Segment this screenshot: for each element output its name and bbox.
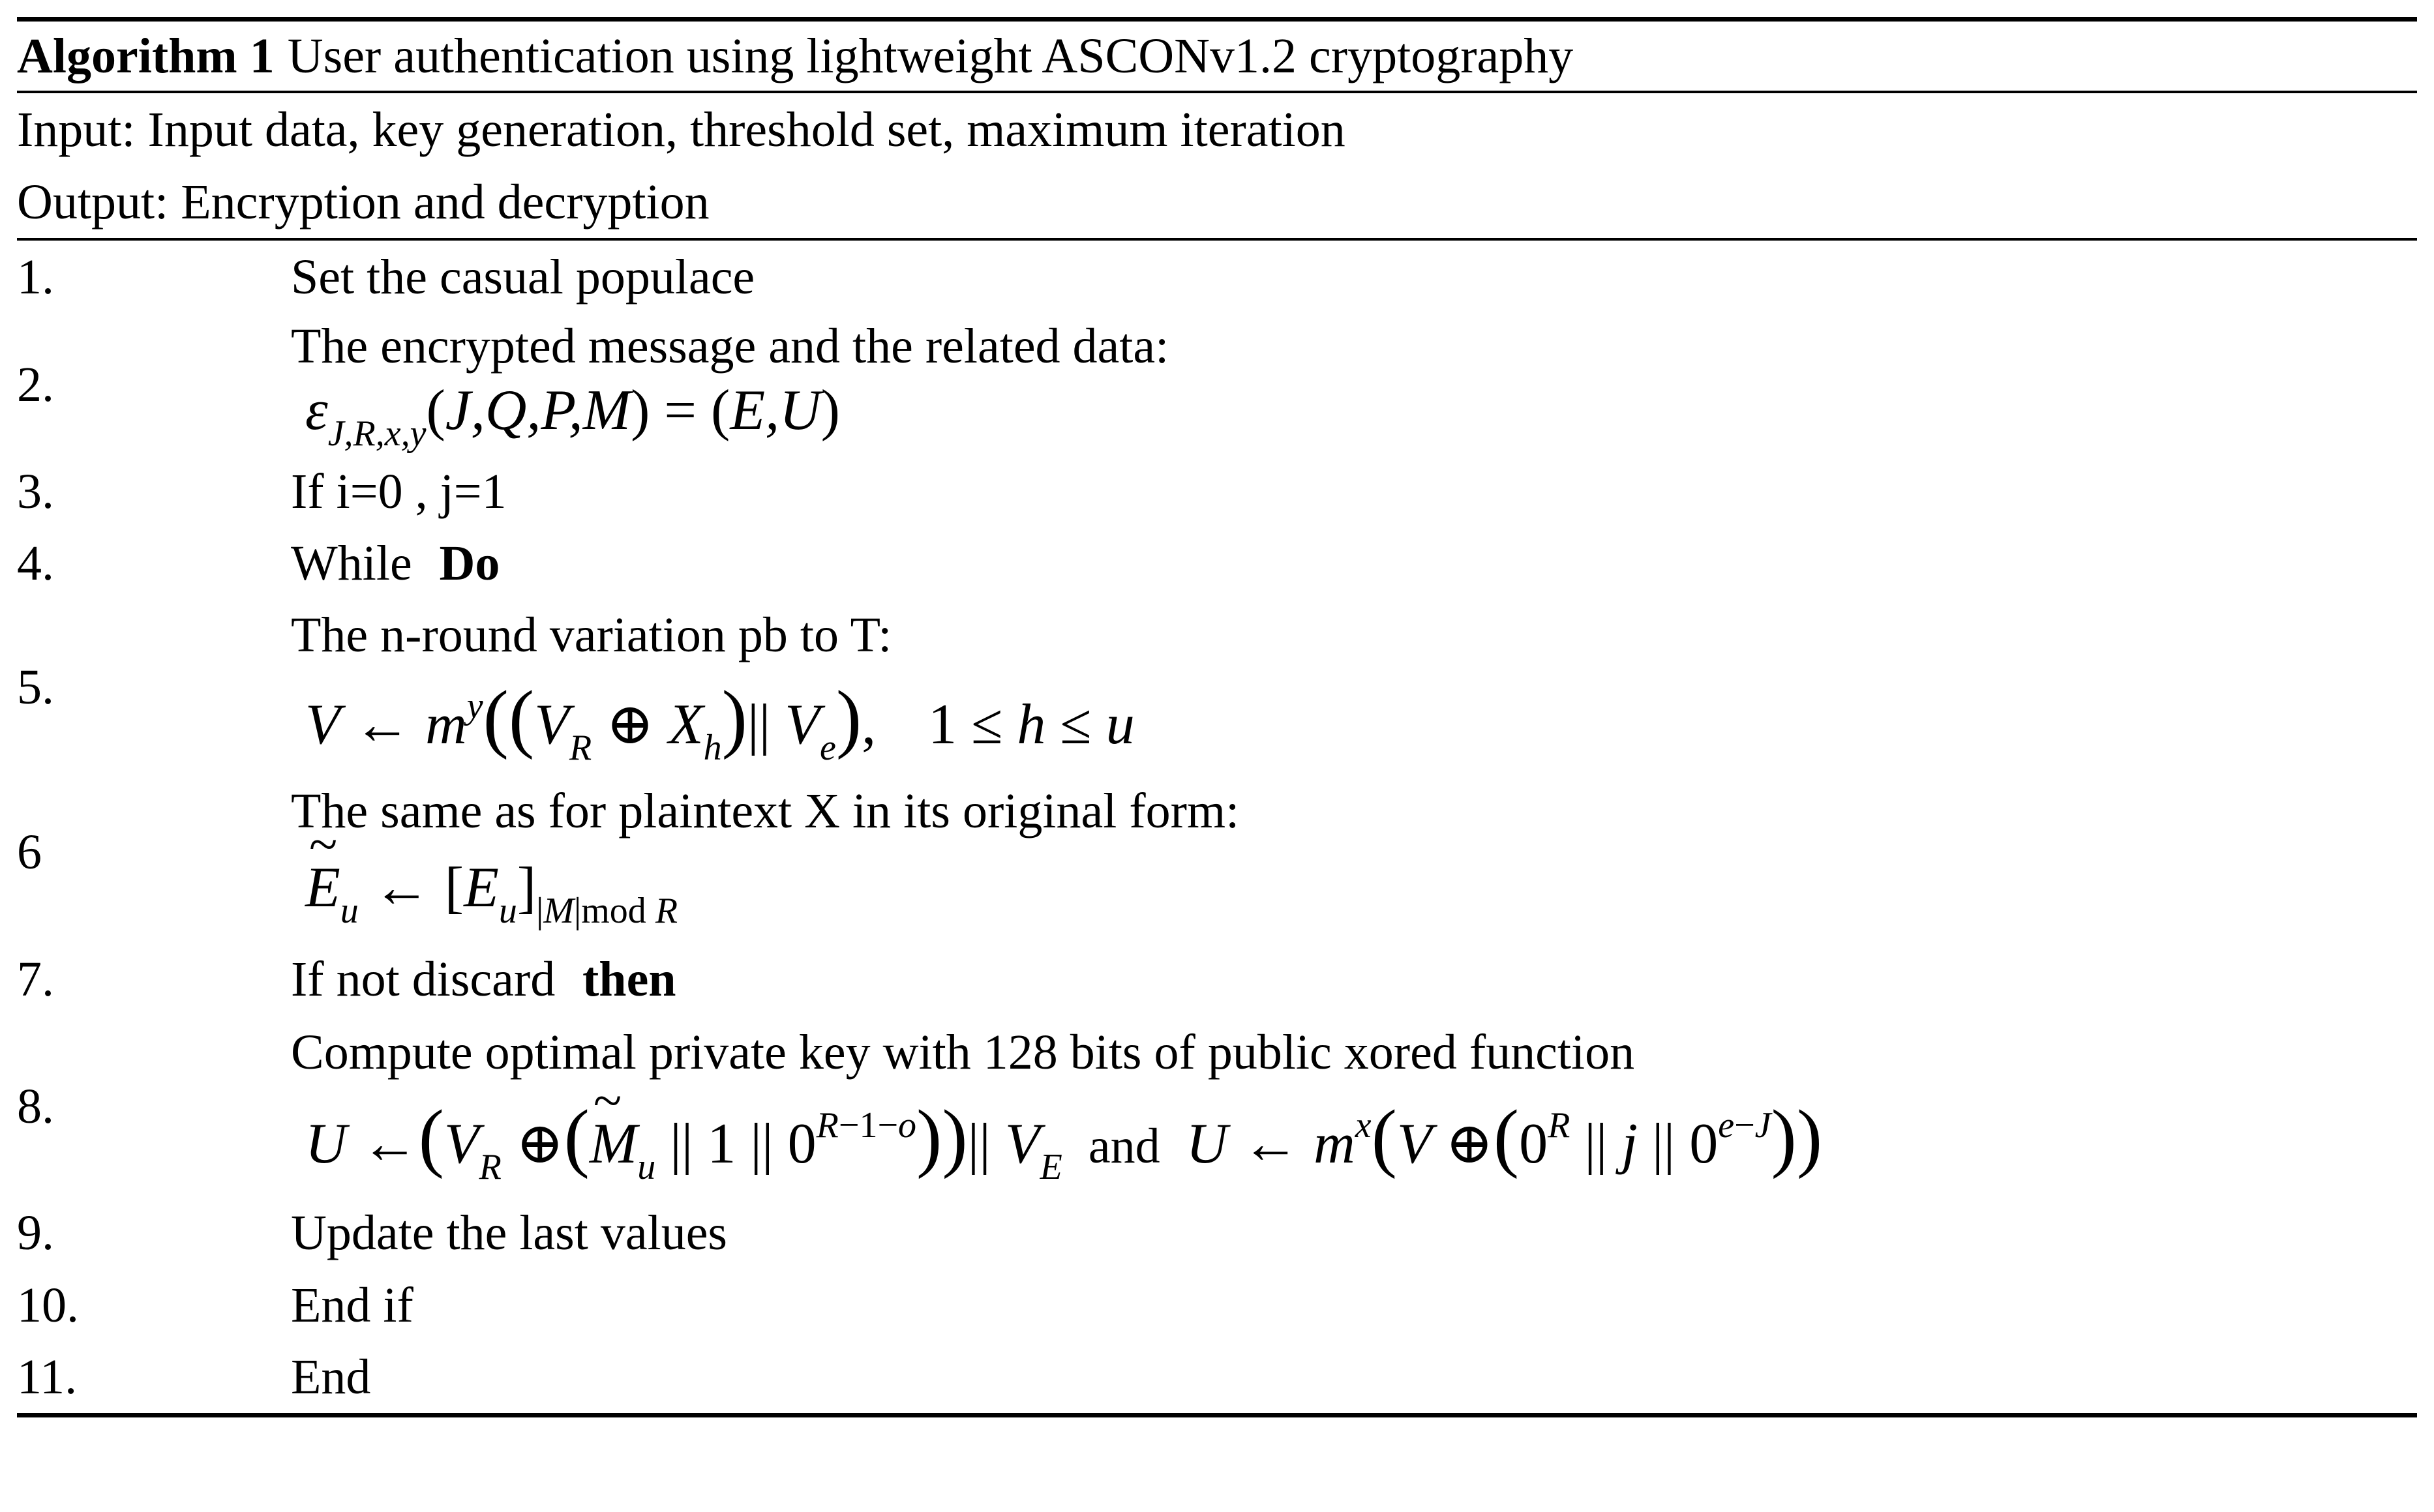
step-text: While: [291, 536, 412, 591]
input-line: Input: Input data, key generation, threshold set, maximum iteration: [17, 102, 1345, 157]
step-row: [17, 1196, 2417, 1269]
step-text: End if: [291, 1278, 413, 1333]
step-row: [17, 314, 2417, 456]
step-number: 8.: [17, 1079, 54, 1134]
step-number: 2.: [17, 357, 54, 412]
step-row: [17, 1016, 2417, 1196]
step-number: 9.: [17, 1206, 54, 1260]
step-number: 7.: [17, 952, 54, 1007]
step-number: 1.: [17, 250, 54, 304]
algorithm-title-row: [17, 22, 2417, 91]
step-text: The encrypted message and the related data:: [291, 319, 1169, 374]
step-number: 11.: [17, 1350, 78, 1404]
step-row: [17, 527, 2417, 599]
top-rule: [17, 17, 2417, 22]
step-text: If not discard: [291, 952, 556, 1007]
step-row: [17, 1269, 2417, 1341]
step-keyword: then: [582, 952, 676, 1007]
algorithm-label: Algorithm 1: [17, 29, 275, 83]
step-number: 6: [17, 825, 42, 880]
step-row: [17, 775, 2417, 942]
step-text: Update the last values: [291, 1206, 728, 1260]
step-number: 3.: [17, 464, 54, 519]
plaintext-formula: ~ $E_u$ ← $[E_u]_{|M|mod R}$: [291, 859, 678, 929]
encryption-formula: $\varepsilon_{J,R,x,y}(J,Q,P,M) = (E,U)$: [291, 379, 840, 454]
step-text: Compute optimal private key with 128 bits of public xored function: [291, 1025, 1635, 1080]
step-text: The same as for plaintext X in its original form:: [291, 784, 1240, 838]
and-word: and: [1088, 1119, 1160, 1174]
step-number: 5.: [17, 660, 54, 715]
step-text: The n-round variation pb to T:: [291, 608, 892, 662]
algorithm-box: [17, 17, 2417, 1417]
step-text: End: [291, 1350, 371, 1404]
step-row: [17, 241, 2417, 314]
round-formula: V ← $m^y((V_R$ ⊕ $X_h)||$ $V_e$), 1 ≤ h ≤ u: [291, 675, 1135, 769]
key-formula: U $\leftarrow(V_R$ ⊕(~ $M_u$ || 1 || $0^{R-1-o}))||$ $V_E$ and U ← $m^x(V$ $\oplus(0^R$ || j || $0^{e-J}$)): [291, 1099, 1822, 1185]
step-number: 10.: [17, 1278, 79, 1333]
bottom-rule: [17, 1413, 2417, 1417]
step-text: Set the casual populace: [291, 250, 755, 304]
step-row: [17, 1341, 2417, 1413]
step-text: If i=0 , j=1: [291, 464, 507, 519]
step-number: 4.: [17, 536, 54, 591]
step-row: [17, 942, 2417, 1016]
algorithm-title: User authentication using lightweight ASCONv1.2 cryptography: [287, 29, 1574, 83]
output-line: Output: Encryption and decryption: [17, 175, 710, 230]
step-keyword: Do: [439, 536, 500, 591]
step-row: [17, 599, 2417, 775]
step-row: [17, 456, 2417, 527]
